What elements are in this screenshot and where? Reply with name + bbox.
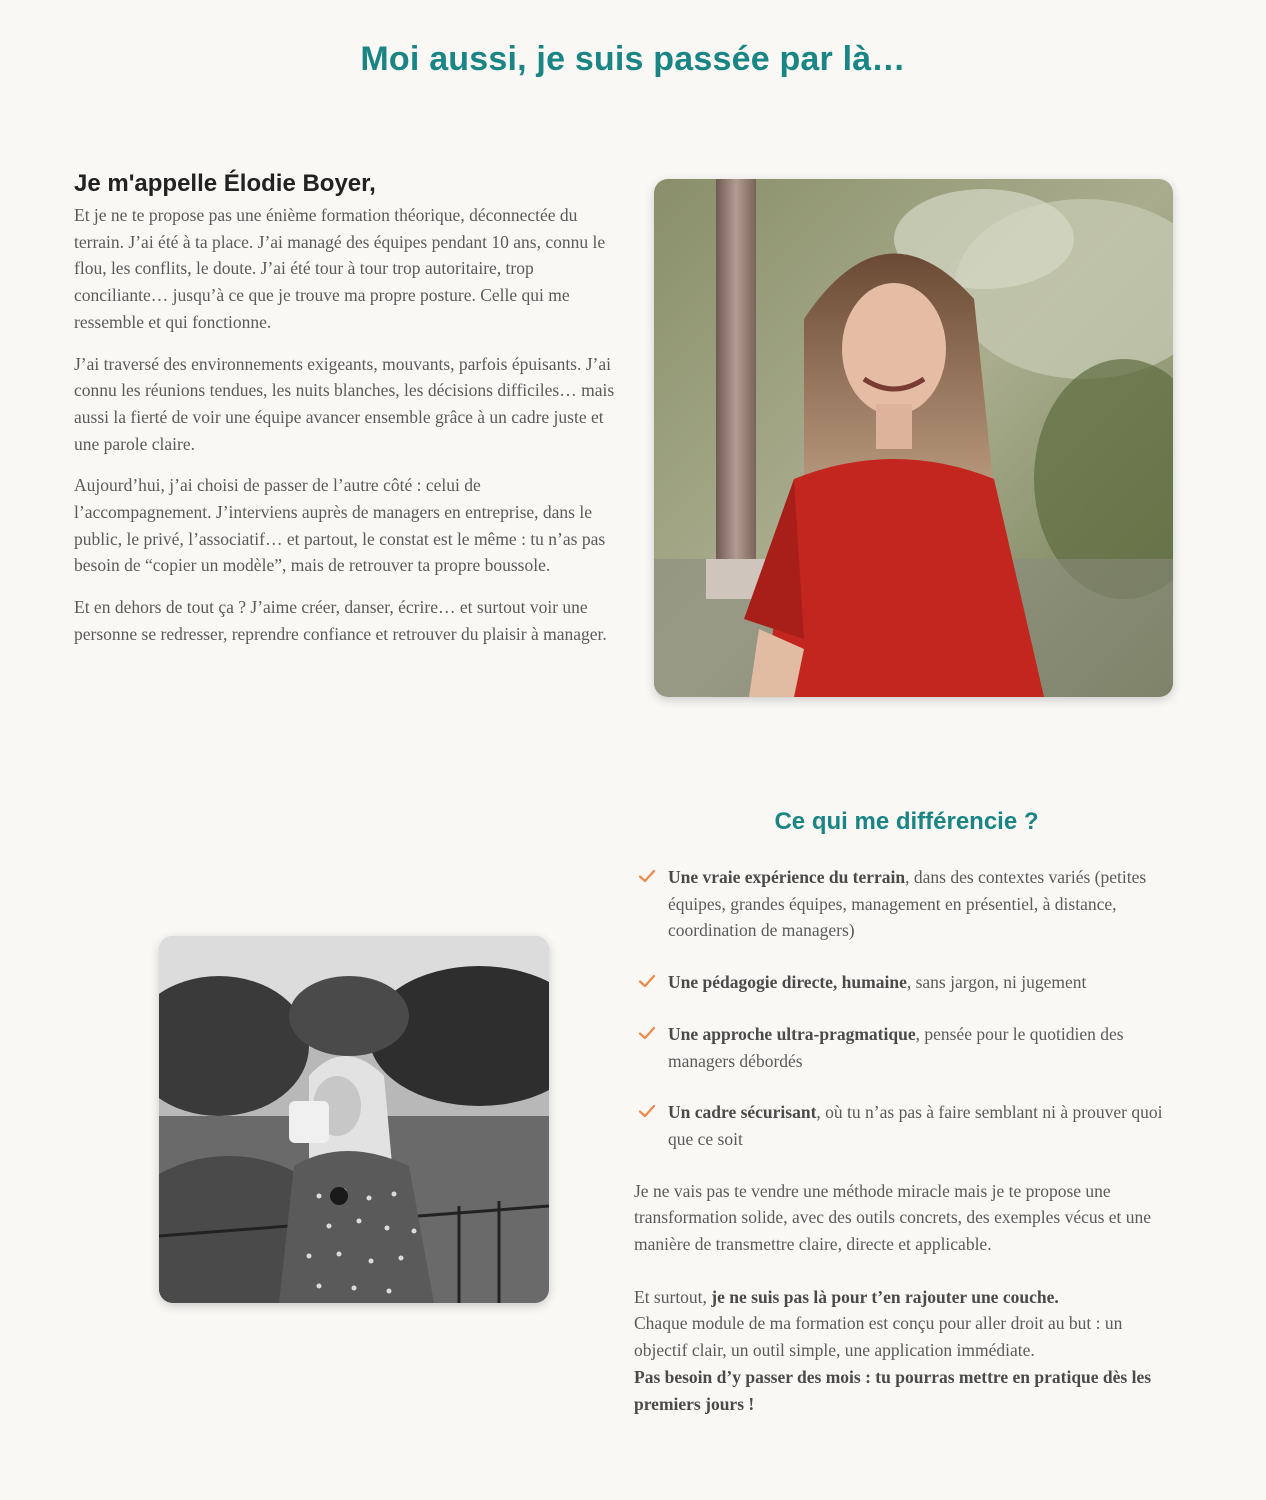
check-icon (638, 1102, 656, 1120)
list-item-text: , sans jargon, ni jugement (906, 972, 1087, 993)
list-item-text: , où tu n’as pas à faire semblant ni à prouver quoi que ce soit (668, 1102, 1163, 1149)
check-icon (638, 1024, 656, 1042)
portrait-photo-illustration (654, 179, 1173, 697)
list-item-bold: Une pédagogie directe, humaine (668, 972, 907, 993)
coffee-photo-illustration (159, 936, 549, 1303)
check-icon (638, 867, 656, 885)
intro-heading: Je m'appelle Élodie Boyer, (74, 170, 376, 197)
difference-section (634, 808, 1179, 1417)
coffee-photo (159, 936, 549, 1303)
list-item-bold: Un cadre sécurisant (668, 1102, 817, 1123)
list-item (634, 864, 1179, 944)
list-item-bold: Une approche ultra-pragmatique (668, 1023, 916, 1044)
closing-paragraph (634, 1284, 1179, 1418)
list-item-text: , pensée pour le quotidien des managers débordés (668, 1023, 1124, 1071)
list-item (634, 969, 1179, 996)
difference-heading: Ce qui me différencie ? (774, 808, 1039, 835)
closing-bold-cta: Pas besoin d’y passer des mois : tu pourras mettre en pratique dès les premiers jours ! (634, 1366, 1152, 1414)
list-item-text: , dans des contextes variés (petites équipes, grandes équipes, management en présentiel, à distance, coordination de managers) (668, 867, 1147, 941)
list-item-bold: Une vraie expérience du terrain (668, 867, 906, 887)
closing-prefix: Et surtout, (634, 1286, 712, 1307)
check-icon (638, 972, 656, 990)
intro-paragraph: Et en dehors de tout ça ? J’aime créer, danser, écrire… et surtout voir une personne se redresser, reprendre confiance et retrouver du plaisir à manager. (74, 597, 607, 644)
closing-bold-statement: je ne suis pas là pour t’en rajouter une couche. (711, 1286, 1059, 1307)
intro-paragraph: J’ai traversé des environnements exigeants, mouvants, parfois épuisants. J’ai connu les réunions tendues, les nuits blanches, les décisions difficiles… mais aussi la fierté de voir une équipe avancer ensemble grâce à un cadre juste et une parole claire. (74, 353, 615, 454)
intro-section (74, 170, 619, 663)
portrait-photo (654, 179, 1173, 697)
closing-middle-text: Chaque module de ma formation est conçu pour aller droit au but : un objectif clair, un outil simple, une application immédiate. (634, 1313, 1123, 1361)
list-item (634, 1021, 1179, 1074)
difference-paragraph: Je ne vais pas te vendre une méthode miracle mais je te propose une transformation solide, avec des outils concrets, des exemples vécus et une manière de transmettre claire, directe et applicable. (634, 1180, 1152, 1255)
difference-list (634, 864, 1179, 1153)
page-title: Moi aussi, je suis passée par là… (360, 40, 906, 78)
intro-paragraph: Et je ne te propose pas une énième formation théorique, déconnectée du terrain. J’ai été à ta place. J’ai managé des équipes pendant 10 ans, connu le flou, les conflits, le doute. J’ai été tour à tour trop autoritaire, trop conciliante… jusqu’à ce que je trouve ma propre posture. Celle qui me ressemble et qui fonctionne. (74, 205, 606, 332)
list-item (634, 1099, 1179, 1152)
intro-paragraph: Aujourd’hui, j’ai choisi de passer de l’autre côté : celui de l’accompagnement. J’interviens auprès de managers en entreprise, dans le public, le privé, l’associatif… et partout, le constat est le même : tu n’as pas besoin de “copier un modèle”, mais de retrouver ta propre boussole. (74, 475, 606, 576)
